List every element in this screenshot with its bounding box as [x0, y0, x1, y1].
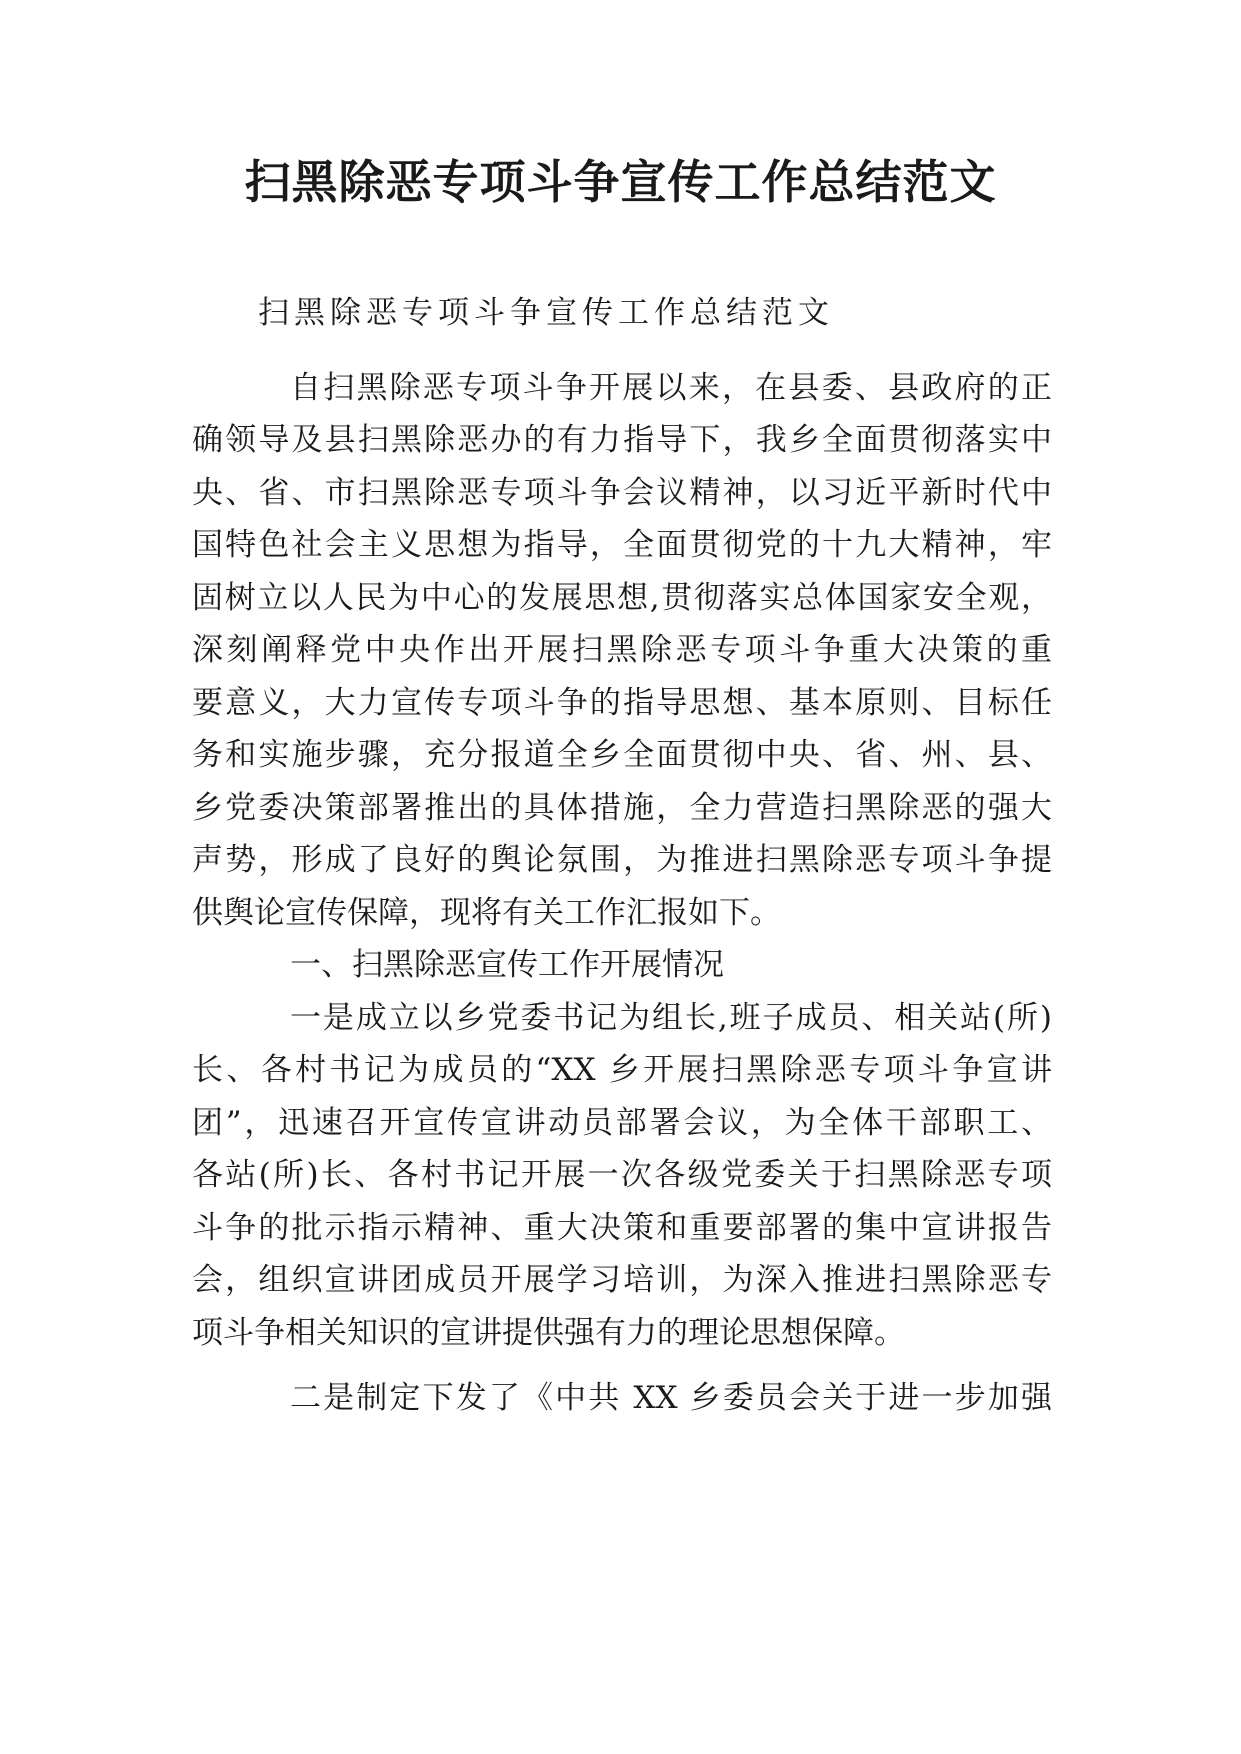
body-line: 供舆论宣传保障，现将有关工作汇报如下。 — [192, 895, 781, 931]
body-line: 二是制定下发了《中共 XX 乡委员会关于进一步加强 — [290, 1380, 1052, 1416]
body-line: 各站(所)长、各村书记开展一次各级党委关于扫黑除恶专项 — [192, 1157, 1052, 1193]
body-line: 深刻阐释党中央作出开展扫黑除恶专项斗争重大决策的重 — [192, 632, 1052, 668]
document-subtitle: 扫黑除恶专项斗争宣传工作总结范文 — [258, 295, 834, 331]
body-line: 长、各村书记为成员的“XX 乡开展扫黑除恶专项斗争宣讲 — [192, 1052, 1052, 1088]
document-title: 扫黑除恶专项斗争宣传工作总结范文 — [244, 155, 997, 209]
body-line: 团”，迅速召开宣传宣讲动员部署会议，为全体干部职工、 — [192, 1105, 1052, 1141]
body-line: 项斗争相关知识的宣讲提供强有力的理论思想保障。 — [192, 1315, 905, 1351]
body-line: 务和实施步骤，充分报道全乡全面贯彻中央、省、州、县、 — [192, 737, 1052, 773]
body-line: 会，组织宣讲团成员开展学习培训，为深入推进扫黑除恶专 — [192, 1262, 1052, 1298]
body-line: 一是成立以乡党委书记为组长,班子成员、相关站(所) — [290, 1000, 1052, 1036]
body-line: 要意义，大力宣传专项斗争的指导思想、基本原则、目标任 — [192, 685, 1052, 721]
body-line: 斗争的批示指示精神、重大决策和重要部署的集中宣讲报告 — [192, 1210, 1052, 1246]
body-line: 国特色社会主义思想为指导，全面贯彻党的十九大精神，牢 — [192, 527, 1052, 563]
section-heading: 一、扫黑除恶宣传工作开展情况 — [290, 947, 724, 983]
body-line: 央、省、市扫黑除恶专项斗争会议精神，以习近平新时代中 — [192, 475, 1052, 511]
body-line: 乡党委决策部署推出的具体措施，全力营造扫黑除恶的强大 — [192, 790, 1052, 826]
body-line: 自扫黑除恶专项斗争开展以来，在县委、县政府的正 — [290, 370, 1052, 406]
body-line: 声势，形成了良好的舆论氛围，为推进扫黑除恶专项斗争提 — [192, 842, 1052, 878]
body-line: 固树立以人民为中心的发展思想,贯彻落实总体国家安全观， — [192, 580, 1052, 616]
body-line: 确领导及县扫黑除恶办的有力指导下，我乡全面贯彻落实中 — [192, 422, 1052, 458]
